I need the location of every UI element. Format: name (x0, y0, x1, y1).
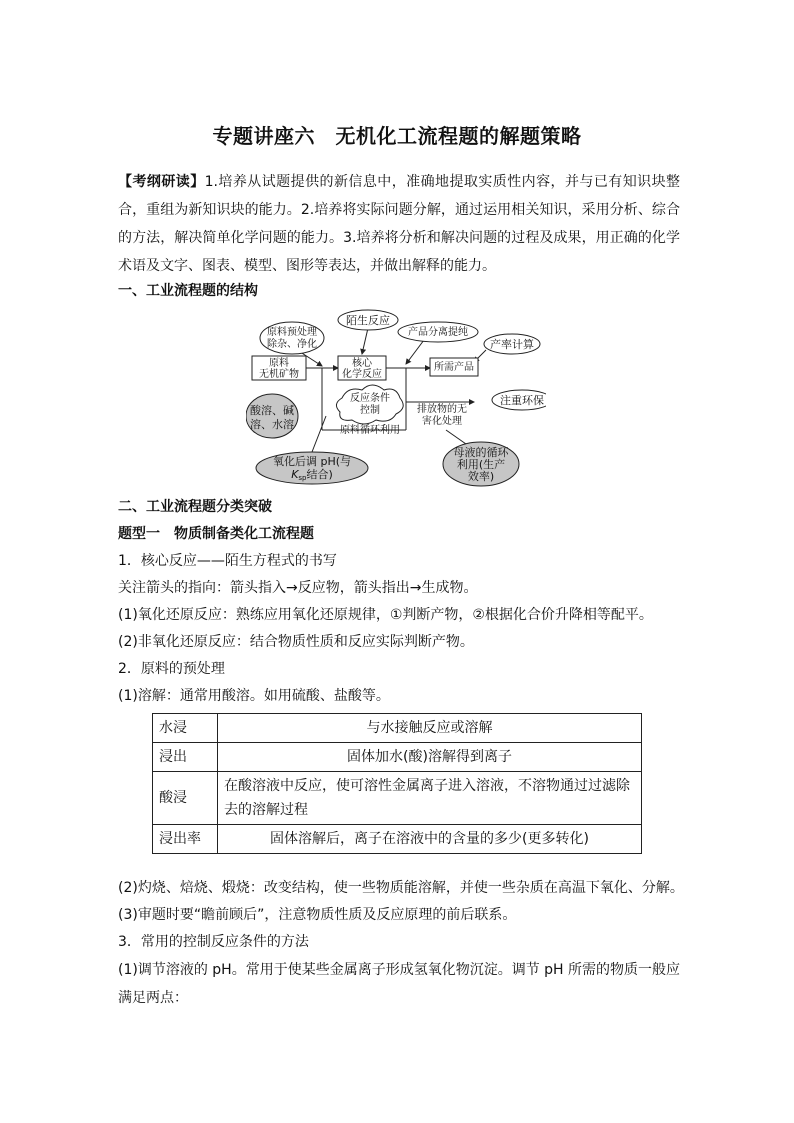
mother-label-1: 母液的循环 (453, 446, 509, 459)
table-cell-term: 浸出 (153, 743, 218, 772)
non-redox-rule-text: (2)非氧化还原反应：结合物质性质和反应实际判断产物。 (118, 634, 474, 650)
table-row (153, 743, 642, 772)
core-label-2: 化学反应 (342, 369, 382, 380)
pretreat-label-2: 除杂、净化 (267, 339, 317, 350)
intro-text: 1.培养从试题提供的新信息中，准确地提取实质性内容，并与已有知识块整合，重组为新知识块的能力。2.培养将实际问题分解，通过运用相关知识，采用分析、综合的方法，解决简单化学问题的能力。3.培养将分析和解决问题的过程及成果，用正确的化学术语及文字、图表、模型、图形等表达，并做出解释的能力。 (118, 174, 681, 274)
table-cell-definition: 固体加水(酸)溶解得到离子 (218, 743, 642, 772)
raw-label-1: 原料 (269, 358, 289, 369)
ph-label-1: 氧化后调 pH(与 (272, 455, 352, 468)
table-cell-definition: 在酸溶液中反应，使可溶性金属离子进入溶液，不溶物通过过滤除去的溶解过程 (218, 772, 642, 825)
calcination-text: (2)灼烧、焙烧、煅烧：改变结构，使一些物质能溶解，并使一些杂质在高温下氧化、分解。 (118, 880, 684, 896)
dissolve-text: (1)溶解：通常用酸溶。如用硫酸、盐酸等。 (118, 688, 390, 704)
table-cell-term: 酸浸 (153, 772, 218, 825)
page-title: 专题讲座六 无机化工流程题的解题策略 (212, 124, 582, 148)
recycle-label: 原料循环利用 (340, 425, 400, 436)
table-row (153, 714, 642, 743)
intro-paragraph (118, 168, 680, 280)
redox-rule-text: (1)氧化还原反应：熟练应用氧化还原规律，①判断产物，②根据化合价升降相等配平。 (118, 607, 653, 623)
section-heading-structure: 一、工业流程题的结构 (118, 283, 258, 299)
new-reaction-label: 陌生反应 (346, 314, 390, 327)
table-cell-definition: 固体溶解后，离子在溶液中的含量的多少(更多转化) (218, 825, 642, 854)
dissolve-label-1: 酸溶、碱 (250, 404, 294, 417)
separate-label: 产品分离提纯 (408, 327, 468, 338)
product-label: 所需产品 (434, 362, 474, 373)
leaching-table (152, 713, 642, 854)
mother-label-2: 利用(生产 (456, 458, 506, 471)
table-cell-term: 浸出率 (153, 825, 218, 854)
table-cell-definition: 与水接触反应或溶解 (218, 714, 642, 743)
condition-label-2: 控制 (360, 405, 380, 416)
type-heading-1: 题型一 物质制备类化工流程题 (118, 526, 314, 542)
dissolve-label-2: 溶、水溶 (250, 418, 294, 431)
section-heading-classify: 二、工业流程题分类突破 (118, 499, 272, 515)
ph-label-2: Ksp结合) (291, 468, 333, 482)
subheading-conditions: 3．常用的控制反应条件的方法 (118, 934, 309, 950)
waste-label-2: 害化处理 (422, 416, 462, 427)
eco-label: 注重环保 (500, 394, 544, 407)
intro-tag: 【考纲研读】 (118, 174, 205, 190)
mother-label-3: 效率) (467, 470, 495, 483)
review-text: (3)审题时要“瞻前顾后”，注意物质性质及反应原理的前后联系。 (118, 907, 517, 923)
subheading-pretreatment: 2．原料的预处理 (118, 661, 225, 677)
subheading-core-reaction: 1．核心反应——陌生方程式的书写 (118, 553, 337, 569)
yield-label: 产率计算 (490, 338, 534, 351)
arrow-rule-text: 关注箭头的指向：箭头指入→反应物，箭头指出→生成物。 (118, 580, 478, 596)
table-cell-term: 水浸 (153, 714, 218, 743)
table-row (153, 772, 642, 825)
pretreat-label-1: 原料预处理 (267, 327, 317, 338)
raw-label-2: 无机矿物 (259, 369, 299, 380)
core-label-1: 核心 (352, 358, 372, 369)
condition-label-1: 反应条件 (350, 393, 390, 404)
ph-adjust-text: (1)调节溶液的 pH。常用于使某些金属离子形成氢氧化物沉淀。调节 pH 所需的物质一般应满足两点： (118, 962, 681, 1006)
table-row (153, 825, 642, 854)
waste-label-1: 排放物的无 (417, 404, 467, 415)
flow-structure-diagram (246, 306, 546, 488)
